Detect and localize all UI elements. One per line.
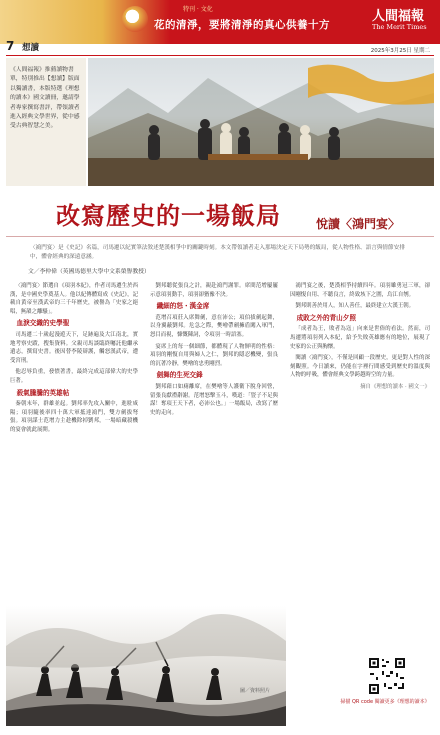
byline: 文／李仲偉（英國馬德里大學中文系榮譽教授）: [28, 269, 150, 275]
headline-divider: [6, 236, 434, 237]
ink-battle-illustration: [6, 606, 286, 726]
paragraph: 〈鴻門宴〉節選自《項羽本紀》，作者司馬遷生於西漢，是中國史學奠基人。他以紀傳體寫成《史記》，記載自黃帝至漢武帝約三千年歷史，被譽為「史家之絕唱，無韻之離騷」。: [10, 283, 138, 315]
issue-date: 2025年3月25日 星期二: [370, 48, 430, 54]
qr-code-icon: [368, 657, 406, 695]
paragraph: 鴻門宴之後，楚漢相爭持續四年。項羽雖勇冠三軍，卻因剛愎自用、不聽良言，終致垓下之圍，烏江自刎。: [290, 283, 430, 298]
header-kicker: 特刊 · 文化: [183, 6, 213, 13]
subheading: 血淚交織的史學聖: [16, 319, 70, 328]
illustration-caption: 圖／資料照片: [240, 688, 271, 694]
paragraph: 劉邦藉口如廁離席，在樊噲等人護衛下脫身回營，留張良獻禮辭謝。范增怒擊玉斗，嘆道：「豎子不足與謀！奪項王天下者，必沛公也。」一場飯局，改寫了歷史的走向。: [150, 383, 278, 416]
warriors-silhouette-icon: [6, 606, 286, 726]
masthead-english: The Merit Times: [372, 23, 427, 31]
paragraph: 劉邦聽從張良之計，親赴鴻門謝罪。席間范增屢屢示意項羽動手，項羽卻猶豫不決。: [150, 283, 278, 298]
qr-code[interactable]: [368, 657, 406, 695]
logo-icon: [122, 6, 148, 32]
subheading: 纖細的怒・漢金席: [156, 302, 210, 311]
source-note: 摘自《理想的讀本 · 國文一》: [360, 383, 430, 390]
qr-caption: 掃描 QR code 閱讀更多《理想的讀本》: [340, 699, 430, 705]
article-column-2: [150, 282, 278, 420]
paragraph: 司馬遷二十歲起漫遊天下，足跡遍及大江南北，實地考察史蹟，搜集資料。父親司馬談臨終囑託他繼承遺志，撰寫史書。後因替李陵辯護，觸怒漢武帝，遭受宮刑。: [10, 331, 138, 364]
column-tag: 悅讀〈鴻門宴〉: [316, 217, 401, 231]
subheading: 殺氣騰騰的英雄帖: [16, 388, 70, 397]
paragraph: 閱讀〈鴻門宴〉，不僅是回顧一段歷史，更是對人性的深刻觀照。今日讀來，仍能在字裡行間感受到歷史的溫度與人物的呼吸，體會經典文學跨越時空的力量。: [290, 355, 430, 379]
paragraph: 宴席上的每一個細節，都體現了人物鮮明的性格：項羽的剛愎自用與婦人之仁，劉邦的隱忍機變，張良的沉著冷靜，樊噲的忠勇剛烈。: [150, 343, 278, 367]
paragraph: 劉邦則善於用人，知人善任，最終建立大漢王朝。: [295, 303, 414, 310]
banquet-scene-illustration: [88, 58, 434, 186]
header-slogan: 花的清淨，要將清淨的真心供養十方: [154, 19, 330, 31]
headline: 改寫歷史的一場飯局: [56, 201, 281, 230]
masthead-title: 人間福報: [372, 9, 425, 24]
subheading: 劍舞的生死交鋒: [156, 371, 203, 380]
subheading: 成敗之外的青山夕照: [296, 313, 356, 322]
article-column-3: [290, 282, 430, 395]
standfirst: 〈鴻門宴〉是《史記》名篇，司馬遷以紀實筆法敘述楚漢相爭中的關鍵時刻。本文帶領讀者走入那場決定天下局勢的飯局，從人物性格、語言與情節安排中，體會經典的深遠意涵。: [30, 245, 405, 260]
paragraph: 秦朝末年，群雄並起。劉邦率先攻入關中，進駐咸陽；項羽隨後率四十萬大軍抵達鴻門，雙方劍拔弩張。項羽謀士范增力主趁機除掉劉邦，一場暗藏殺機的宴會就此展開。: [10, 401, 138, 433]
section-title: 想讀: [22, 43, 40, 53]
paragraph: 范增召項莊入席舞劍，意在沛公；項伯拔劍起舞，以身翼蔽劉邦。危急之際，樊噲帶劍擁盾闖入軍門，怒目而視，慷慨陳詞，令項羽一時語塞。: [150, 314, 278, 338]
article-column-1: [10, 282, 138, 438]
page-number: 7: [6, 39, 15, 53]
top-divider: [6, 55, 434, 56]
paragraph: 他忍辱負重，發憤著書，最終完成這部偉大的史學巨著。: [10, 369, 138, 384]
feature-painting: [88, 58, 434, 186]
paragraph: 「成者為王，敗者為寇」向來是世俗的看法。然而，司馬遷將項羽列入本紀，給予失敗英雄應有的地位，展現了史家的公正與胸懷。: [290, 326, 430, 350]
intro-text: 《人間福報》推薦讀物書單，特別推出【想讀】版面以獨讀書，本版特選《理想的讀本》國文讀冊，邀請學者專家撰寫書評，帶領讀者進入經典文學世界，從中感受古典智慧之美。: [10, 67, 80, 130]
